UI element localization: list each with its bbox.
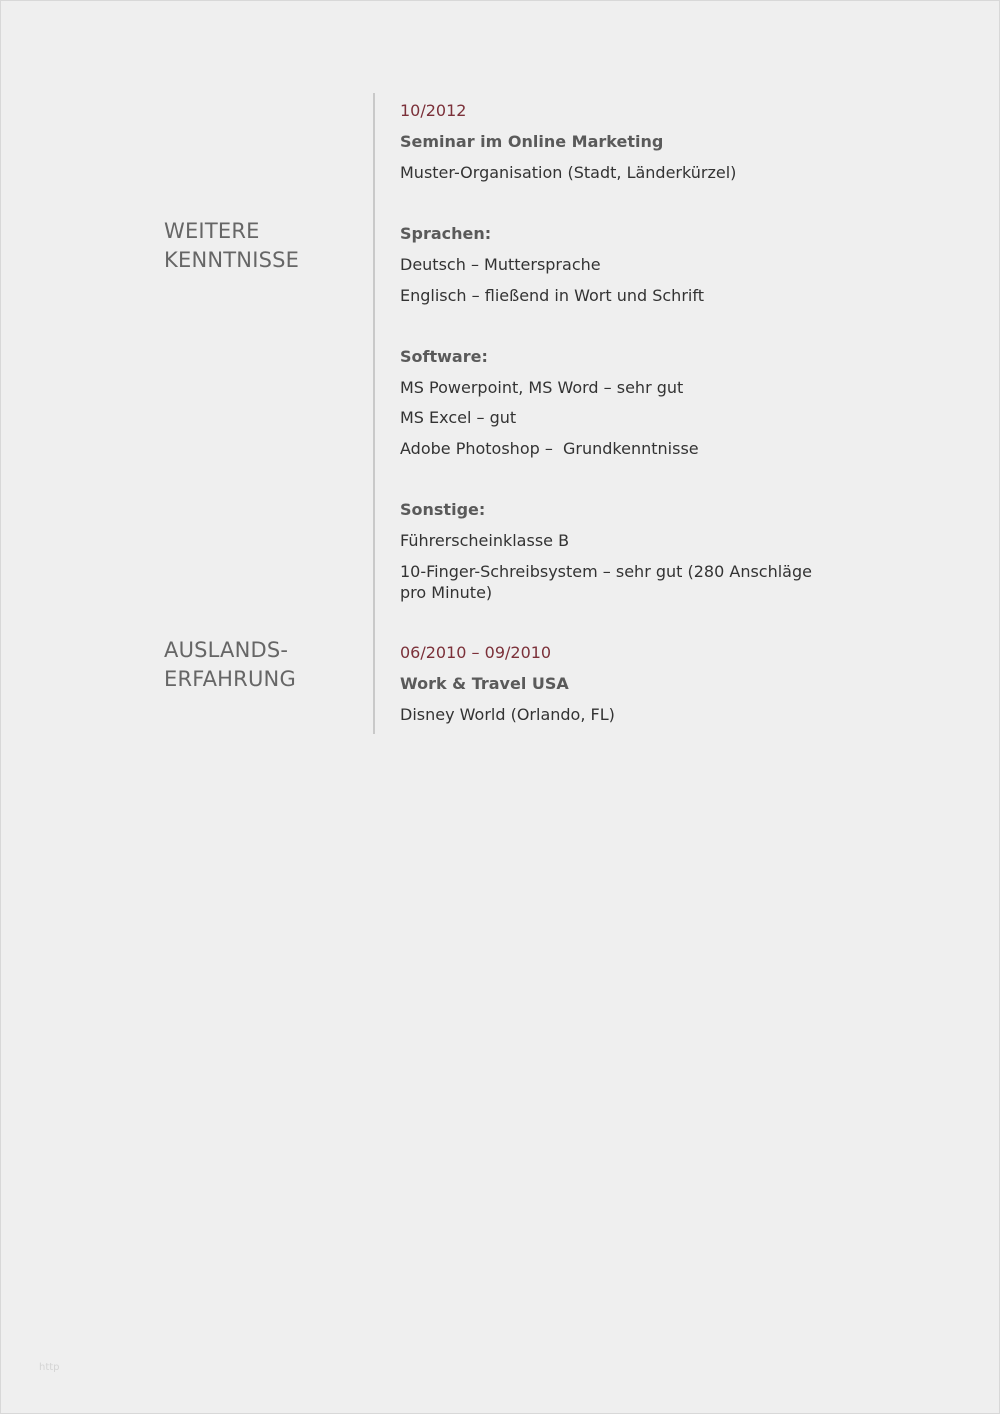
software-item: MS Excel – gut: [400, 408, 517, 427]
section-title-line: WEITERE: [164, 219, 260, 243]
section-title-ausland: [164, 636, 354, 694]
ausland-title: Work & Travel USA: [400, 674, 569, 693]
section-title-kenntnisse: [164, 217, 354, 275]
seminar-organisation: Muster-Organisation (Stadt, Länderkürzel): [400, 163, 737, 182]
sprachen-item: Englisch – fließend in Wort und Schrift: [400, 286, 704, 305]
software-heading: Software:: [400, 347, 488, 366]
software-item: Adobe Photoshop – Grundkenntnisse: [400, 439, 699, 458]
sprachen-heading: Sprachen:: [400, 224, 492, 243]
section-title-line: KENNTNISSE: [164, 248, 300, 272]
software-item: MS Powerpoint, MS Word – sehr gut: [400, 378, 684, 397]
section-title-line: AUSLANDS-: [164, 638, 289, 662]
sonstige-item: 10-Finger-Schreibsystem – sehr gut (280 Anschläge pro Minute): [400, 562, 812, 602]
sonstige-item: Führerscheinklasse B: [400, 531, 570, 550]
sonstige-heading: Sonstige:: [400, 500, 486, 519]
section-title-line: ERFAHRUNG: [164, 667, 296, 691]
footer-mark: http: [39, 1362, 60, 1373]
vertical-divider: [373, 93, 375, 734]
ausland-place: Disney World (Orlando, FL): [400, 705, 615, 724]
sprachen-item: Deutsch – Muttersprache: [400, 255, 601, 274]
seminar-title: Seminar im Online Marketing: [400, 132, 664, 151]
ausland-date: 06/2010 – 09/2010: [400, 643, 552, 662]
seminar-date: 10/2012: [400, 101, 467, 120]
